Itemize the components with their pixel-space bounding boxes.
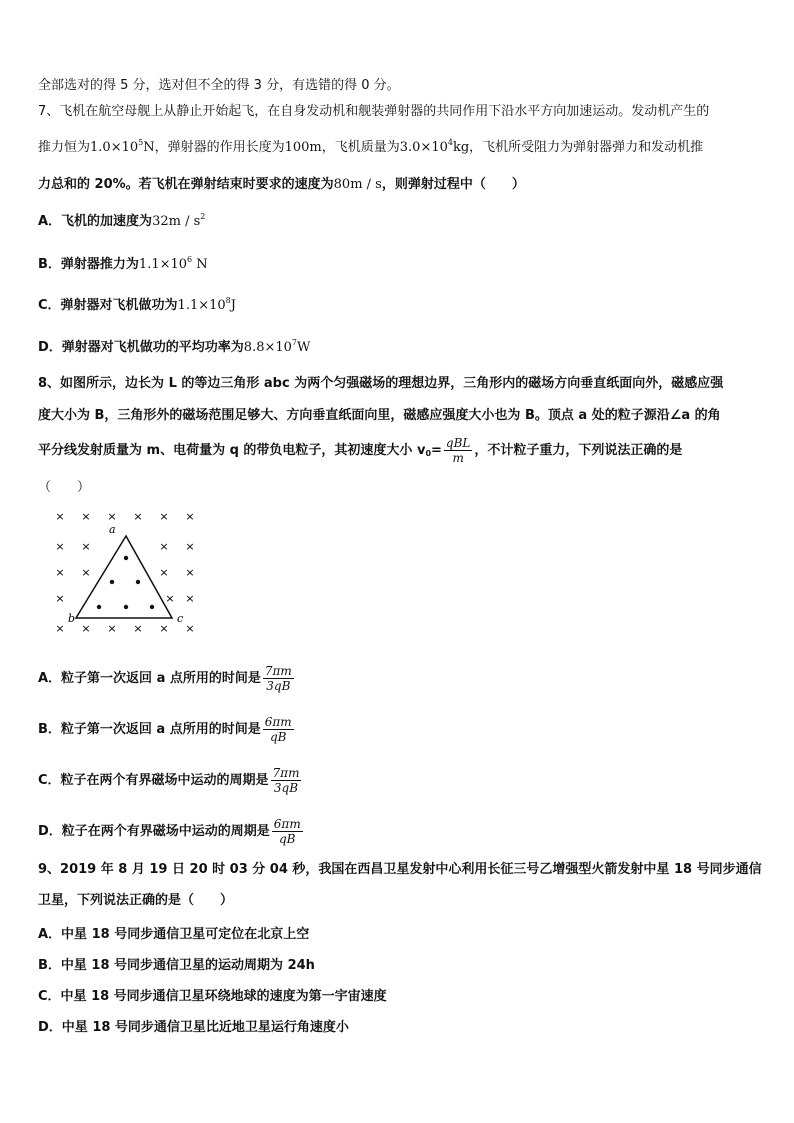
cross-symbol: × [81, 510, 91, 523]
cross-symbol: × [107, 622, 117, 635]
vertex-b-label: b [68, 612, 76, 625]
q7-stem-line3 [38, 177, 525, 193]
q8-a-den: 3qB [266, 679, 291, 693]
q7-option-c-text: C．弹射器对飞机做功为 [38, 298, 178, 313]
q9-stem-text1: 9、2019 年 8 月 19 日 20 时 03 分 04 秒，我国在西昌卫星发射中心利用长征三号乙增强型火箭发射中星 18 号同步通信 [38, 862, 762, 877]
q8-v0-sub: 0 [425, 449, 432, 458]
q8-d-den: qB [279, 832, 296, 846]
q7-option-b-text: B．弹射器推力为 [38, 257, 139, 272]
q7-option-a[interactable] [38, 214, 205, 230]
q7-thrust-exp: 6 [187, 255, 193, 264]
q7-power-exp: 7 [291, 338, 297, 347]
q7-option-c-value [178, 298, 236, 313]
q7-work: 1.1×10 [177, 298, 226, 313]
q7-text: 力总和的 20%。若飞机在弹射结束时要求的速度为 [38, 177, 334, 192]
q8-option-b-text: B．粒子第一次返回 a 点所用的时间是 [38, 722, 261, 737]
q7-stem-text1: 7、飞机在航空母舰上从静止开始起飞，在自身发动机和舰装弹射器的共同作用下沿水平方向加速运动。发动机产生的 [38, 104, 710, 119]
cross-symbol: × [159, 622, 169, 635]
q7-mass: 3.0×10 [399, 140, 448, 155]
q8-stem-line2 [38, 408, 721, 424]
vertex-a-label: a [109, 523, 116, 536]
q7-power-unit: W [297, 340, 311, 355]
q7-power: 8.8×10 [243, 340, 292, 355]
q7-text: ，飞机所受阻力为弹射器弹力和发动机推 [469, 140, 704, 155]
q7-work-unit: J [230, 298, 236, 313]
q8-text: 平分线发射质量为 m、电荷量为 q 的带负电粒子，其初速度大小 v [38, 443, 426, 458]
q8-v0-fraction [444, 436, 472, 465]
q8-d-num: 6πm [273, 817, 301, 831]
q9-stem-line2 [38, 893, 233, 909]
q8-option-b-fraction [263, 715, 294, 744]
q9-stem-line1 [38, 862, 762, 878]
cross-symbol: × [185, 540, 195, 553]
cross-symbol: × [159, 510, 169, 523]
q8-option-c-fraction [271, 766, 302, 795]
q7-option-b-value [139, 257, 208, 272]
q7-option-d-value [244, 340, 311, 355]
scoring-note-text: 全部选对的得 5 分，选对但不全的得 3 分，有选错的得 0 分。 [38, 78, 400, 93]
q7-text: ，飞机质量为 [321, 140, 400, 155]
q9-option-a-text: A．中星 18 号同步通信卫星可定位在北京上空 [38, 927, 310, 942]
q7-option-b[interactable] [38, 257, 208, 273]
q9-option-c-text: C．中星 18 号同步通信卫星环绕地球的速度为第一宇宙速度 [38, 989, 387, 1004]
q7-force: 1.0×10 [90, 140, 139, 155]
q9-option-b[interactable] [38, 958, 315, 974]
q7-work-exp: 8 [225, 296, 231, 305]
q9-option-a[interactable] [38, 927, 309, 943]
q7-mass-exp: 4 [447, 138, 453, 147]
cross-symbol: × [55, 510, 65, 523]
vertex-c-label: c [177, 612, 184, 625]
cross-symbol: × [185, 592, 195, 605]
q8-option-a-fraction [263, 664, 294, 693]
q8-text: ，不计粒子重力，下列说法正确的是 [474, 443, 683, 458]
cross-symbol: × [165, 592, 175, 605]
q7-text: 推力恒为 [38, 140, 91, 155]
cross-symbol: × [81, 540, 91, 553]
q7-mass-value [400, 140, 469, 155]
q8-option-c[interactable] [38, 766, 303, 796]
q7-option-c[interactable] [38, 298, 236, 314]
q9-option-d-text: D．中星 18 号同步通信卫星比近地卫星运行角速度小 [38, 1020, 349, 1035]
q7-stem-line1 [38, 104, 709, 120]
q7-option-d-text: D．弹射器对飞机做功的平均功率为 [38, 340, 244, 355]
cross-symbol: × [159, 566, 169, 579]
dot-symbol [110, 580, 114, 584]
q7-option-d[interactable] [38, 340, 310, 356]
q7-force-unit: N [143, 140, 155, 155]
q7-stem-line2 [38, 140, 703, 156]
q8-option-d-text: D．粒子在两个有界磁场中运动的周期是 [38, 824, 270, 839]
cross-symbol: × [81, 566, 91, 579]
cross-symbol: × [107, 510, 117, 523]
q8-c-den: 3qB [273, 781, 299, 795]
cross-symbol: × [185, 510, 195, 523]
q7-speed: 80m / s [333, 177, 382, 192]
cross-symbol: × [185, 622, 195, 635]
q9-option-b-text: B．中星 18 号同步通信卫星的运动周期为 24h [38, 958, 315, 973]
cross-symbol: × [55, 592, 65, 605]
cross-symbol: × [55, 540, 65, 553]
q8-stem-text2: 度大小为 B，三角形外的磁场范围足够大、方向垂直纸面向里，磁感应强度大小也为 B。顶点 a 处的粒子源沿∠a 的角 [38, 408, 721, 423]
q8-stem-line1 [38, 376, 723, 392]
q8-b-den: qB [269, 730, 287, 744]
cross-symbol: × [185, 566, 195, 579]
q8-option-d-fraction [272, 817, 303, 846]
q8-option-b[interactable] [38, 715, 296, 745]
cross-symbol: × [55, 566, 65, 579]
q7-mass-unit: kg [452, 140, 470, 155]
q7-thrust: 1.1×10 [138, 257, 188, 272]
dot-symbol [136, 580, 140, 584]
dot-symbol [150, 605, 154, 609]
q7-accel-exp: 2 [200, 212, 206, 221]
q7-force-value [90, 140, 155, 155]
q9-stem-text2: 卫星，下列说法正确的是（ ） [38, 893, 234, 908]
q9-option-d[interactable] [38, 1020, 349, 1036]
q8-c-num: 7πm [272, 766, 300, 780]
q8-b-num: 6πm [264, 715, 292, 729]
cross-symbol: × [133, 622, 143, 635]
q7-option-a-value [152, 214, 205, 229]
q8-option-a[interactable] [38, 664, 296, 694]
magnetic-field-figure [38, 506, 218, 636]
q8-v0-num: qBL [445, 436, 471, 450]
cross-symbol: × [81, 622, 91, 635]
cross-symbol: × [55, 622, 65, 635]
scoring-note [38, 78, 400, 94]
q8-answer-blank [38, 480, 90, 496]
q7-text: ，弹射器的作用长度为 [154, 140, 285, 155]
q8-blank-text: （ ） [38, 480, 91, 495]
q8-v0-den: m [452, 451, 464, 465]
cross-symbol: × [133, 510, 143, 523]
q7-force-exp: 5 [138, 138, 144, 147]
q7-option-a-text: A．飞机的加速度为 [38, 214, 153, 229]
triangle-diagram [38, 506, 218, 636]
q8-stem-line3 [38, 436, 682, 465]
dot-symbol [124, 605, 128, 609]
q9-option-c[interactable] [38, 989, 387, 1005]
q7-length: 100m [284, 140, 322, 155]
q8-eq: = [431, 443, 442, 458]
q8-option-d[interactable] [38, 817, 305, 847]
field-out-of-page-dots [97, 556, 154, 609]
dot-symbol [97, 605, 101, 609]
dot-symbol [124, 556, 128, 560]
q8-stem-text1: 8、如图所示，边长为 L 的等边三角形 abc 为两个匀强磁场的理想边界，三角形内的磁场方向垂直纸面向外，磁感应强 [38, 376, 724, 391]
q7-accel: 32m / s [152, 214, 201, 229]
q8-option-c-text: C．粒子在两个有界磁场中运动的周期是 [38, 773, 269, 788]
q8-option-a-text: A．粒子第一次返回 a 点所用的时间是 [38, 671, 261, 686]
cross-symbol: × [159, 540, 169, 553]
q7-text: ，则弹射过程中（ ） [381, 177, 525, 192]
q8-a-num: 7πm [264, 664, 292, 678]
q7-thrust-unit: N [196, 257, 208, 272]
